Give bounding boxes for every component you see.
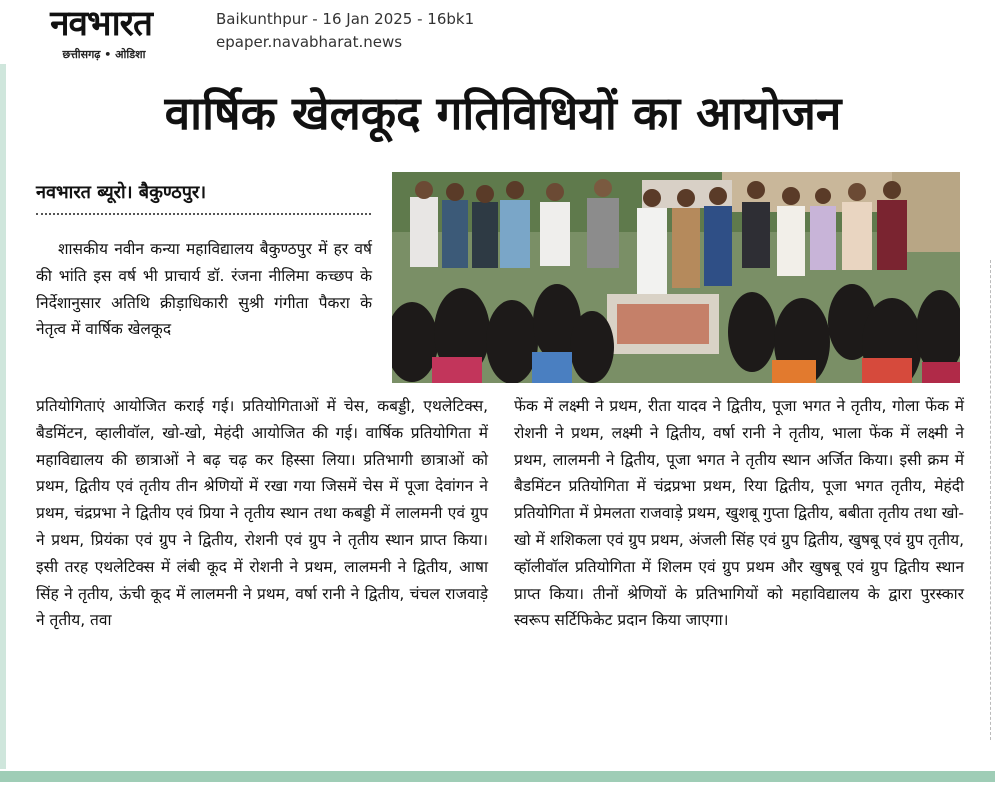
left-margin-rule [0, 64, 6, 769]
logo-subtitle: छत्तीसगढ़ • ओडिशा [62, 48, 146, 61]
byline-divider [36, 213, 371, 215]
article-left-text: प्रतियोगिताएं आयोजित कराई गई। प्रतियोगिताओं में चेस, कबड्डी, एथलेटिक्स, बैडमिंटन, व्हालीवॉल, खो-खो, मेहंदी आयोजित की गई। वार्षिक प्रतियोगिता में महाविद्यालय की छात्राओं ने बढ़ चढ़ कर हिस्सा लिया। प्रतिभागी छात्राओं को प्रथम, द्वितीय एवं तृतीय तीन श्रेणियों में रखा गया जिसमें चेस में पूजा देवांगन ने प्रथम, चंद्रप्रभा ने द्वितीय एवं प्रिया ने तृतीय स्थान तथा कबड्डी में लालमनी एवं ग्रुप ने प्रथम, प्रियंका एवं ग्रुप ने द्वितीय, रोशनी एवं ग्रुप ने तृतीय स्थान प्राप्त किया। इसी तरह एथलेटिक्स में लंबी कूद में रोशनी ने प्रथम, लालमनी ने द्वितीय, आषा सिंह ने तृतीय, ऊंची कूद में लालमनी ने प्रथम, वर्षा रानी ने द्वितीय, चंचल राजवाड़े ने तृतीय, तवा [36, 397, 488, 630]
bottom-rule [0, 771, 995, 782]
article-intro-column [36, 236, 372, 343]
newspaper-logo [4, 4, 198, 64]
article-right-column [514, 393, 964, 634]
article-byline: नवभारत ब्यूरो। बैकुण्ठपुर। [36, 182, 207, 203]
article-right-text: फेंक में लक्ष्मी ने प्रथम, रीता यादव ने द्वितीय, पूजा भगत ने तृतीय, गोला फेंक में रोशनी ने प्रथम, लक्ष्मी ने द्वितीय, वर्षा रानी ने तृतीय, भाला फेंक में लक्ष्मी ने प्रथम, लालमनी ने द्वितीय, पूजा भगत ने तृतीय स्थान अर्जित किया। इसी क्रम में बैडमिंटन प्रतियोगिता में चंद्रप्रभा प्रथम, रिया द्वितीय, पूजा भगत तृतीय, मेहंदी प्रतियोगिता में प्रेमलता राजवाड़े प्रथम, खुशबू गुप्ता द्वितीय, बबीता तृतीय तथा खो-खो में शशिकला एवं ग्रुप प्रथम, अंजली सिंह एवं ग्रुप द्वितीय, खुषबू एवं ग्रुप तृतीय, व्हॉलीवॉल प्रतियोगिता में शिलम एवं ग्रुप प्रथम और खुषबू एवं ग्रुप द्वितीय स्थान प्राप्त किया। तीनों श्रेणियों के प्रतिभागियों को महाविद्यालय के द्वारा पुरस्कार स्वरूप सर्टिफिकेट प्रदान किया जाएगा। [514, 397, 964, 630]
right-margin-rule [990, 260, 995, 740]
article-headline: वार्षिक खेलकूद गतिविधियों का आयोजन [164, 86, 842, 140]
edition-line: Baikunthpur - 16 Jan 2025 - 16bk1 [216, 10, 475, 28]
masthead [0, 0, 995, 64]
event-photo [392, 172, 960, 383]
article-left-column [36, 393, 488, 634]
article-intro-text: शासकीय नवीन कन्या महाविद्यालय बैकुण्ठपुर में हर वर्ष की भांति इस वर्ष भी प्राचार्य डॉ. रंजना नीलिमा कच्छप के निर्देशानुसार अतिथि क्रीड़ाधिकारी सुश्री गंगीता पैकरा के नेतृत्व में वार्षिक खेलकूद [36, 240, 372, 339]
epaper-url: epaper.navabharat.news [216, 33, 403, 51]
logo-text: नवभारत [6, 2, 196, 46]
